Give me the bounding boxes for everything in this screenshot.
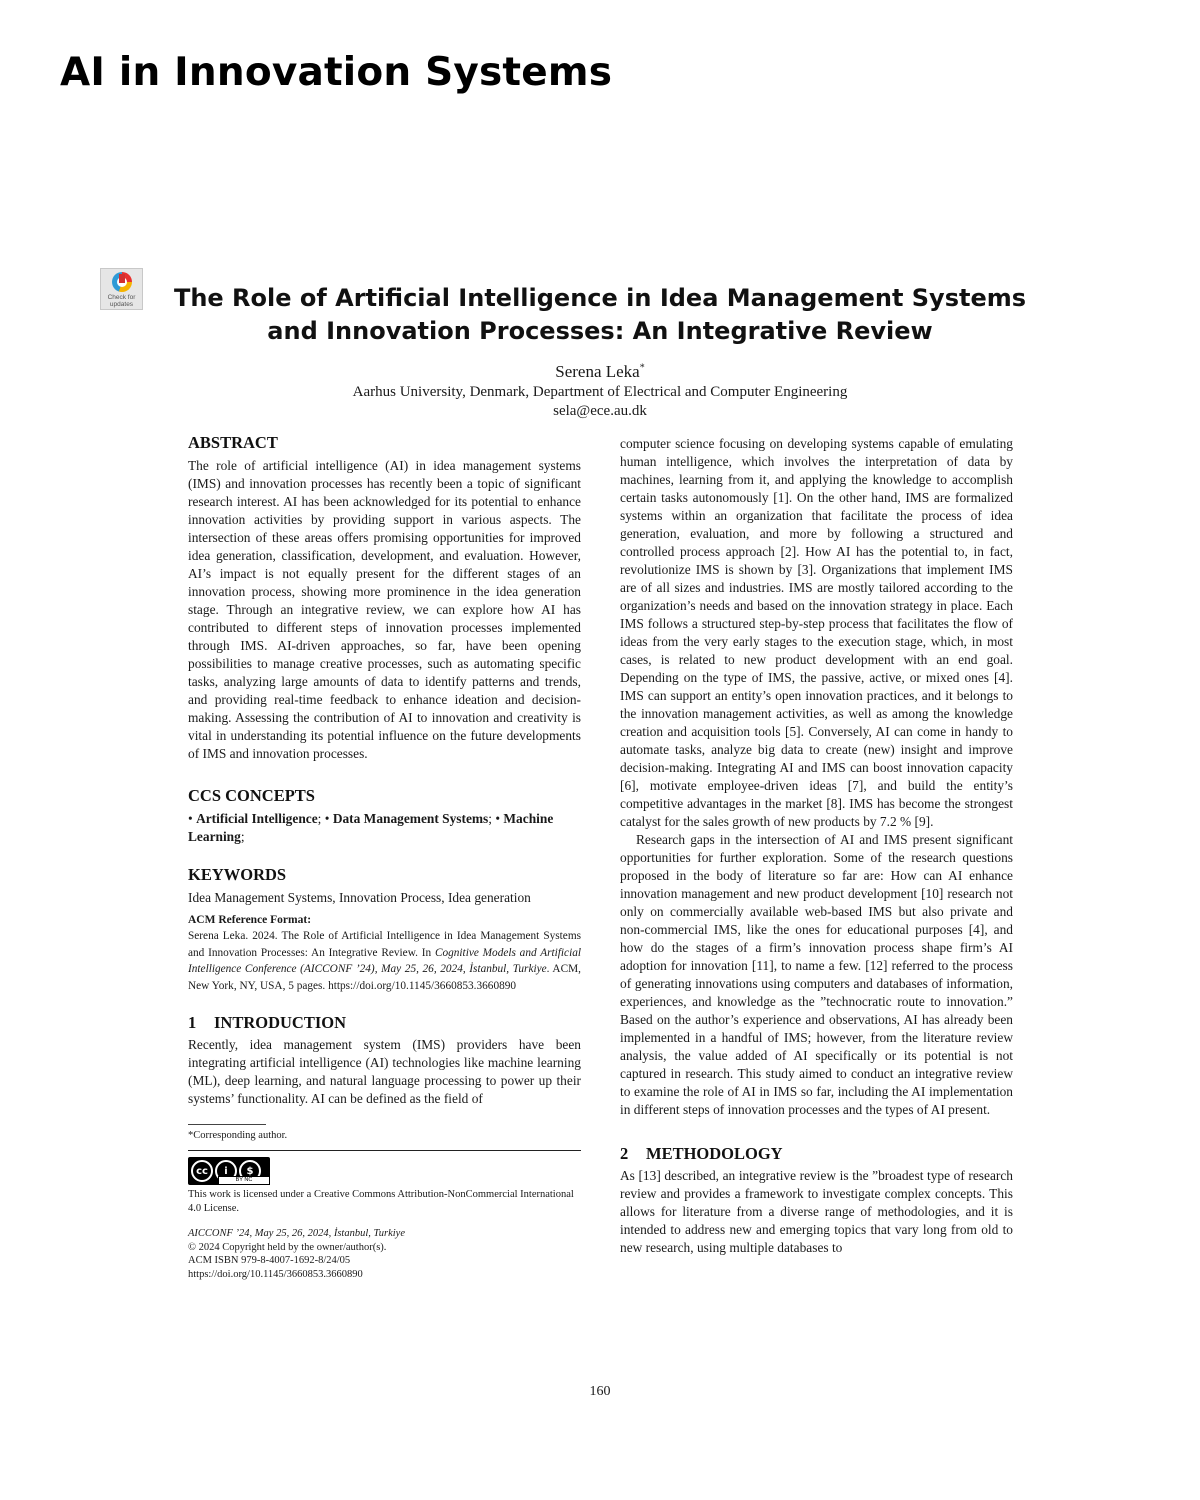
- introduction-continued-paragraph: computer science focusing on developing systems capable of emulating human intelligence, which involves the interpretation of data by machines, learning from it, and applying the knowledge to accomplish certain tasks autonomously [1]. On the other hand, IMS are formalized systems within an organization that facilitate the process of idea generation, evaluation, and more by following a structured and controlled process approach [2]. How AI has the potential to, in fact, revolutionize IMS is shown by [3]. Organizations that implement IMS are of all sizes and industries. IMS are mostly tailored according to the organization’s needs and based on the innovation strategy in place. Each IMS follows a structured step-by-step process that facilitates the flow of ideas from the very early stages to the execution stage, which, in most cases, is related to new product development with an end goal. Depending on the type of IMS, the passive, active, or mixed ones [4]. IMS can support an entity’s open innovation practices, and it belongs to the innovation management activities, as well as among the knowledge creation and acquisition tools [5]. Conversely, AI can come in handy to automate tasks, analyze big data to create (new) insight and improve decision-making. Integrating AI and IMS can boost innovation capacity [6], motivate employee-driven ideas [7], and build the entity’s competitive advantages in the market [8]. IMS has become the strongest catalyst for the sales growth of new products by 7.2 % [9].: [620, 436, 1013, 829]
- left-column: [188, 432, 581, 1281]
- acm-reference-text: Serena Leka. 2024. The Role of Artificial Intelligence in Idea Management Systems and Innovation Processes: An Integrative Review. In Cognitive Models and Artificial Intelligence Conference (AICCONF ’24), May 25, 26, 2024, İstanbul, Turkiye. ACM, New York, NY, USA, 5 pages. https://doi.org/10.1145/3660853.3660890: [188, 930, 582, 992]
- footnote: *Corresponding author.: [188, 1130, 288, 1141]
- right-column: [620, 435, 1013, 1257]
- ccs-item: Machine Learning: [188, 811, 554, 844]
- methodology-text: As [13] described, an integrative review is the ”broadest type of research review and provides a framework to investigate complex concepts. This allows for literature from a diverse range of methodologies, and it is intended to address new and emerging topics that vary long from old to new research, using multiple databases to: [620, 1168, 1013, 1255]
- acm-reference-venue: Cognitive Models and Artificial Intelligence Conference (AICCONF ’24), May 25, 26, 2024, İstanbul, Turkiye: [188, 946, 582, 975]
- ccs-item: Artificial Intelligence: [196, 811, 318, 826]
- doi-link[interactable]: https://doi.org/10.1145/3660853.3660890: [188, 1268, 363, 1280]
- paper-title-line-2: and Innovation Processes: An Integrative Review: [267, 317, 933, 345]
- check-for-updates-badge[interactable]: [100, 268, 143, 310]
- abstract-heading: ABSTRACT: [188, 433, 278, 452]
- paper-title-line-1: The Role of Artificial Intelligence in Idea Management Systems: [173, 284, 1027, 312]
- author: [0, 362, 1200, 382]
- attribution-icon: i: [215, 1160, 237, 1182]
- document-banner-title: AI in Innovation Systems: [60, 50, 613, 95]
- footnote-divider: [188, 1124, 266, 1125]
- cc-icon: cc: [191, 1160, 213, 1182]
- abstract-text: The role of artificial intelligence (AI) in idea management systems (IMS) and innovation processes has recently been a topic of significant research interest. AI has been acknowledged for its potential to enhance innovation activities by providing support in various aspects. The intersection of these areas offers promising opportunities for improved idea generation, classification, development, and evaluation. However, AI’s impact is not equally present for the different stages of an innovation process, showing more prominence in the idea generation stage. Through an integrative review, we can explore how AI has contributed to different steps of innovation processes implemented through IMS. AI-driven approaches, so far, have been opening possibilities to manage creative processes, such as automating specific tasks, analyzing large amounts of data to identify patterns and trends, and providing real-time feedback to enhance ideation and decision-making. Assessing the contribution of AI to innovation and creativity is vital in understanding its potential influence on the future developments of IMS and innovation processes.: [188, 458, 581, 761]
- research-gaps-paragraph: Research gaps in the intersection of AI and IMS present significant opportunities for further exploration. Some of the research questions proposed in the body of literature so far are: How can AI enhance innovation management and new product development [10] research not only on commercially available web-based IMS but also private and non-commercial IMS, like the ones for educational purposes [4], and how do the stages of a firm’s innovation process shape firm’s AI adoption for innovation [11], to name a few. [12] referred to the process of generating innovations using computers and databases of information, experiences, and knowledge as the ”technocratic route to innovation.” Based on the author’s experience and observations, AI has already been implemented in a handful of IMS; however, from the literature review analysis, the value added of AI specifically or its potential is not captured in research. This study aimed to conduct an integrative review to examine the role of AI in IMS so far, including the AI implementation in different steps of innovation processes and the types of AI present.: [620, 832, 1013, 1117]
- ccs-concepts: • Artificial Intelligence; • Data Management Systems; • Machine Learning;: [188, 811, 554, 844]
- methodology-heading: 2 METHODOLOGY: [620, 1144, 783, 1163]
- noncommercial-icon: $: [239, 1160, 261, 1182]
- copyright-notice: © 2024 Copyright held by the owner/author(s).: [188, 1241, 387, 1253]
- check-for-updates-label: Check for updates: [107, 294, 136, 308]
- acm-reference-heading: ACM Reference Format:: [188, 914, 312, 926]
- keywords-text: Idea Management Systems, Innovation Process, Idea generation: [188, 890, 531, 905]
- license-divider: [188, 1150, 581, 1151]
- author-email: sela@ece.au.dk: [553, 403, 647, 419]
- conference-venue: AICCONF ’24, May 25, 26, 2024, İstanbul, Turkiye: [188, 1228, 405, 1239]
- introduction-heading: 1 INTRODUCTION: [188, 1013, 347, 1032]
- keywords-heading: KEYWORDS: [188, 865, 287, 884]
- cc-license-tags: BY NC: [218, 1176, 270, 1185]
- author-name: Serena Leka: [555, 362, 640, 381]
- isbn: ACM ISBN 979-8-4007-1692-8/24/05: [188, 1255, 351, 1266]
- bookmark-icon: [119, 274, 125, 283]
- ccs-item: Data Management Systems: [332, 811, 489, 826]
- license-text: This work is licensed under a Creative Commons Attribution-NonCommercial International 4.0 License.: [188, 1189, 574, 1214]
- introduction-text: Recently, idea management system (IMS) providers have been integrating artificial intelligence (AI) technologies like machine learning (ML), deep learning, and natural language processing to power up their systems’ functionality. AI can be defined as the field of: [188, 1037, 581, 1106]
- paper-title: [150, 282, 1050, 348]
- author-mark: *: [639, 362, 645, 374]
- affiliation: Aarhus University, Denmark, Department of Electrical and Computer Engineering: [352, 384, 848, 400]
- creative-commons-badge[interactable]: [188, 1157, 270, 1185]
- ccs-heading: CCS CONCEPTS: [188, 786, 315, 805]
- page-number: 160: [589, 1384, 611, 1399]
